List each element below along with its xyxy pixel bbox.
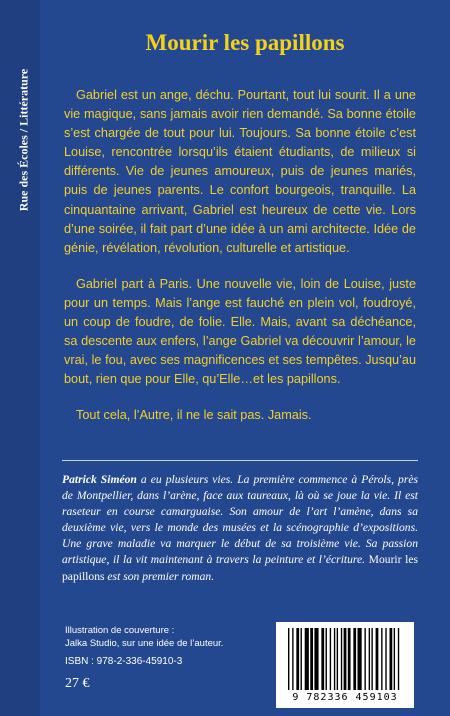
barcode-bar xyxy=(330,628,331,690)
barcode-bar xyxy=(376,628,379,690)
barcode-bar xyxy=(371,628,372,690)
barcode-bar xyxy=(305,628,309,690)
author-bio-tail: est son premier roman. xyxy=(104,569,215,583)
barcode-bar xyxy=(364,628,365,690)
book-title: Mourir les papillons xyxy=(145,30,345,55)
barcode-bar xyxy=(314,628,318,690)
barcode-digits: 9 782336 459103 xyxy=(292,692,398,703)
barcode-bar xyxy=(292,628,293,690)
credits-line: Jalka Studio, sur une idée de l’auteur. xyxy=(65,637,224,649)
barcode-bar xyxy=(358,628,362,690)
blurb-paragraph: Gabriel part à Paris. Une nouvelle vie, loin de Louise, juste pour un temps. Mais l’ange est fauché en plein vol, foudroyé, un coup de foudre, de folie. Elle. Mais, avant sa déchéance, sa descente aux enfers, l’ange Gabriel va découvrir l’amour, le vrai, le fou, avec ses magnificences et ses tempêtes. Jusqu’au bout, rien que pour Elle, qu’Elle…et les papillons. xyxy=(64,276,416,387)
author-bio xyxy=(62,472,418,585)
isbn-text: ISBN : 978-2-336-45910-3 xyxy=(65,656,183,667)
barcode-bar xyxy=(369,628,370,690)
barcode-bar xyxy=(385,628,386,690)
barcode-bar xyxy=(326,628,327,690)
barcode-bar xyxy=(398,628,399,690)
credits-line: Illustration de couverture : xyxy=(65,625,175,636)
barcode-bar xyxy=(353,628,356,690)
barcode-bar xyxy=(301,628,302,690)
section-divider xyxy=(62,460,418,461)
barcode-bar xyxy=(341,628,342,690)
back-cover-blurb xyxy=(64,86,416,443)
barcode-bar xyxy=(389,628,392,690)
barcode xyxy=(276,622,414,708)
barcode-bar xyxy=(348,628,351,690)
barcode-bar xyxy=(337,628,338,690)
author-bio-text: a eu plusieurs vies. La première commence à Pérols, près de Montpellier, dans l’arène, face aux taureaux, là où se joue la vie. Il est raseteur en course camarguaise. Son amour de l’art l’amène, dans sa deuxième vie, vers le monde des musées et la scénographie d’expositions. Une grave maladie va marquer le début de sa troisième vie. Sa passion artistique, il la vit maintenant à travers la peinture et l’écriture. xyxy=(62,473,418,567)
barcode-bar xyxy=(344,628,347,690)
barcode-bars xyxy=(288,628,402,690)
barcode-bar xyxy=(321,628,324,690)
blurb-paragraph: Gabriel est un ange, déchu. Pourtant, tout lui sourit. Il a une vie magique, sans jamais avoir rien demandé. Sa bonne étoile s’est chargée de tout pour lui. Toujours. Sa bonne étoile c’est Louise, rencontrée lorsqu’ils étaient étudiants, de milieux si différents. Vie de jeunes amoureux, puis de jeunes mariés, puis de jeunes parents. Le confort bourgeois, tranquille. La cinquantaine arrivant, Gabriel est heureux de cette vie. Lors d’une soirée, il fait part d’une idée à un ami architecte. Idée de génie, révélation, révolution, culturelle et artistique. xyxy=(64,88,416,255)
barcode-bar xyxy=(334,628,335,690)
barcode-bar xyxy=(288,628,289,690)
price-label: 27 € xyxy=(65,676,90,691)
blurb-paragraph: Tout cela, l’Autre, il ne le sait pas. Jamais. xyxy=(76,408,312,423)
author-name: Patrick Siméon xyxy=(62,473,137,486)
barcode-bar xyxy=(310,628,313,690)
barcode-bar xyxy=(381,628,382,690)
barcode-bar xyxy=(394,628,395,690)
book-spine xyxy=(0,0,40,716)
cover-credits xyxy=(65,625,223,650)
barcode-bar xyxy=(296,628,299,690)
collection-name: Rue des Écoles / Littérature xyxy=(16,68,31,212)
bio-book-title: Mourir les papillons xyxy=(62,553,418,583)
